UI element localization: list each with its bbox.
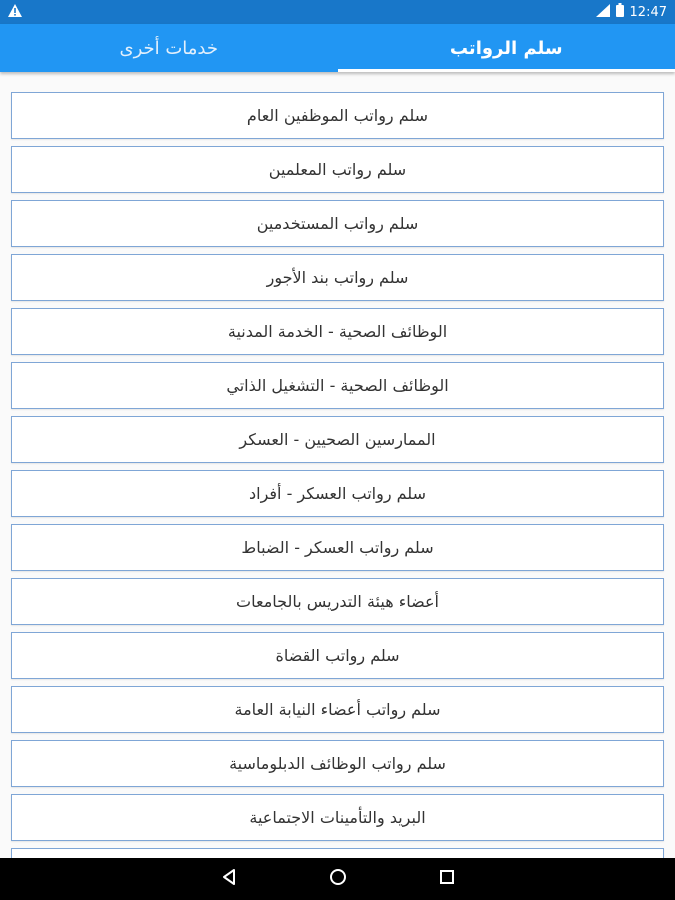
list-item[interactable] — [11, 632, 664, 679]
list-item-label: الوظائف الصحية - الخدمة المدنية — [227, 322, 448, 341]
tab-salary-scale[interactable] — [338, 24, 675, 72]
tab-bar — [0, 24, 675, 72]
back-button[interactable] — [217, 867, 241, 891]
list-item[interactable] — [11, 686, 664, 733]
list-item[interactable] — [11, 848, 664, 858]
signal-icon — [596, 4, 610, 21]
list-item-label: سلم رواتب المستخدمين — [256, 214, 419, 233]
list-item[interactable] — [11, 416, 664, 463]
list-item[interactable] — [11, 524, 664, 571]
list-item-label: البريد والتأمينات الاجتماعية — [249, 808, 426, 827]
battery-icon — [616, 3, 624, 21]
list-item-label: سلم رواتب بند الأجور — [266, 268, 409, 287]
salary-list — [0, 92, 675, 858]
list-item[interactable] — [11, 470, 664, 517]
warning-icon — [8, 4, 22, 21]
list-item-label: أعضاء هيئة التدريس بالجامعات — [236, 592, 439, 611]
content-area[interactable] — [0, 72, 675, 858]
tab-label: خدمات أخرى — [119, 37, 219, 59]
status-time: 12:47 — [629, 4, 667, 20]
status-icons — [596, 3, 667, 21]
list-item-label: سلم رواتب أعضاء النيابة العامة — [234, 700, 441, 719]
list-item[interactable] — [11, 794, 664, 841]
home-icon — [328, 867, 348, 891]
list-item-label: سلم رواتب العسكر - الضباط — [241, 538, 434, 557]
tab-label: سلم الرواتب — [449, 37, 563, 59]
list-item[interactable] — [11, 578, 664, 625]
list-item-label: سلم رواتب العسكر - أفراد — [249, 484, 426, 503]
list-item[interactable] — [11, 740, 664, 787]
list-item-label: سلم رواتب الموظفين العام — [246, 106, 429, 125]
recents-button[interactable] — [435, 867, 459, 891]
list-item[interactable] — [11, 254, 664, 301]
list-item-label: الوظائف الصحية - التشغيل الذاتي — [226, 376, 449, 395]
back-icon — [220, 868, 238, 890]
list-item-label: الممارسين الصحيين - العسكر — [239, 430, 436, 449]
list-item-label: سلم رواتب المعلمين — [268, 160, 407, 179]
list-item[interactable] — [11, 308, 664, 355]
recents-icon — [439, 869, 455, 889]
status-bar — [0, 0, 675, 24]
navigation-bar — [0, 858, 675, 900]
list-item-label: سلم رواتب القضاة — [275, 646, 400, 665]
list-item[interactable] — [11, 200, 664, 247]
list-item-label: سلم رواتب الوظائف الدبلوماسية — [229, 754, 446, 773]
home-button[interactable] — [326, 867, 350, 891]
list-item[interactable] — [11, 146, 664, 193]
list-item[interactable] — [11, 362, 664, 409]
list-item[interactable] — [11, 92, 664, 139]
tab-other-services[interactable] — [0, 24, 338, 72]
